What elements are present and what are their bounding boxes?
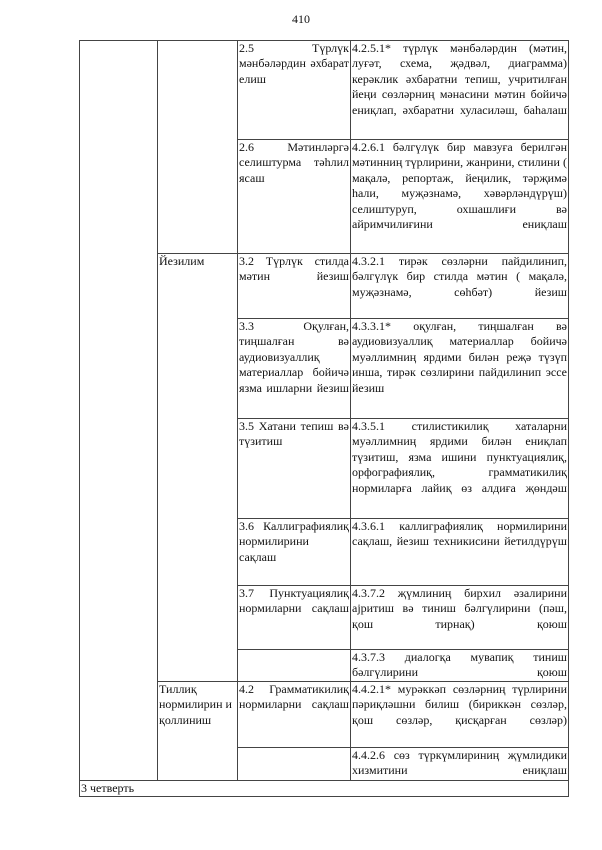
empty-area-cell [158, 41, 238, 254]
area-cell-writing: Йезилим [158, 254, 238, 682]
empty-subject-cell [80, 41, 158, 781]
outcome-cell: 4.2.5.1* түрлүк мәнбәләрдин (мәтин, луғәт, схема, җәдвәл, диаграмма) керәклик әхбаратни тепиш, учритилған йеңи сөзләрниң мәнасини мәтин бойичә ениқлап, әхбаратни хуласиләш, баһалаш [351, 41, 569, 140]
skill-cell: 2.6 Мәтинләргә селиштурма тәһлил ясаш [238, 140, 351, 254]
outcome-cell: 4.3.7.3 диалогқа мувапиқ тиниш бәлгүлирини қоюш [352, 650, 567, 680]
outcome-cell: 4.4.2.6 сөз түркүмлириниң җүмлидики хизмитини ениқлаш [351, 747, 569, 780]
outcome-cell: 4.4.2.1* мурәккәп сөзләрниң түрлирини пәриқләшни билиш (бириккән сөзләр, қош сөзләр, қисқарған сөзләр) [351, 681, 569, 747]
skill-cell: 2.5 Түрлүк мәнбәләрдин әхбарат елиш [238, 41, 351, 140]
skill-cell: 3.2 Түрлүк стилда мәтин йезиш [238, 254, 351, 319]
table-row [80, 41, 569, 140]
skill-cell: 3.6 Каллиграфиялиқ нормилирини сақлаш [238, 519, 351, 586]
curriculum-table [79, 40, 569, 781]
outcome-cell: 4.3.7.2 җүмлиниң бирхил әзалирини ajритиш вә тиниш бәлгүлирини (пәш, қош тирнақ) қоюш [351, 586, 569, 650]
skill-cell: 4.2 Грамматикилиқ нормиларни сақлаш [238, 681, 351, 747]
empty-skill-cell [238, 747, 351, 780]
skill-cell: 3.5 Хатани тепиш вә түзитиш [238, 419, 351, 519]
skill-cell: 3.7 Пунктуациялиқ нормиларни сақлаш [238, 586, 351, 650]
skill-cell: 3.3 Оқулған, тиңшалған вә аудиовизуаллиқ материаллар бойичә язма ишларни йезиш [238, 319, 351, 419]
quarter-label: 3 четверть [80, 781, 569, 797]
quarter-row [80, 781, 569, 797]
area-cell-language: Тиллиқ нормилирин и қоллиниш [158, 681, 238, 780]
outcome-cell: 4.3.2.1 тирәк сөзләрни пайдилинип, бәлгүлүк бир стилда мәтин ( мақалә, муҗәзнамә, сөһбәт) йезиш [351, 254, 569, 319]
page-number: 410 [292, 12, 310, 26]
quarter-table [79, 780, 569, 797]
outcome-cell: 4.3.6.1 каллиграфиялиқ нормилирини сақлаш, йезиш техникисини йетилдүрүш [351, 519, 569, 586]
outcome-cell: 4.3.3.1* оқулған, тиңшалған вә аудиовизуаллиқ материаллар бойичә муәллимниң ярдими билән реҗә түзүп инша, тирәк сөзлирини пайдилинип эссе йезиш [351, 319, 569, 419]
empty-skill-cell [238, 650, 351, 682]
outcome-cell: 4.3.5.1 стилистикилиқ хаталарни муәллимниң ярдими билән ениқлап түзитиш, язма ишини пунктуациялиқ, орфографиялиқ, грамматикилиқ нормиларға лайиқ өз алдиға җөндәш [351, 419, 569, 519]
outcome-cell: 4.2.6.1 бәлгүлүк бир мавзуға берилгән мәтинниң түрлирини, жанрини, стилини ( мақалә, репортаж, йеңилик, тәрҗимә һали, муҗәзнамә, хәвәрләндүрүш) селиштуруп, охшашлиғи вә айримчилиғини ениқлаш [351, 140, 569, 254]
